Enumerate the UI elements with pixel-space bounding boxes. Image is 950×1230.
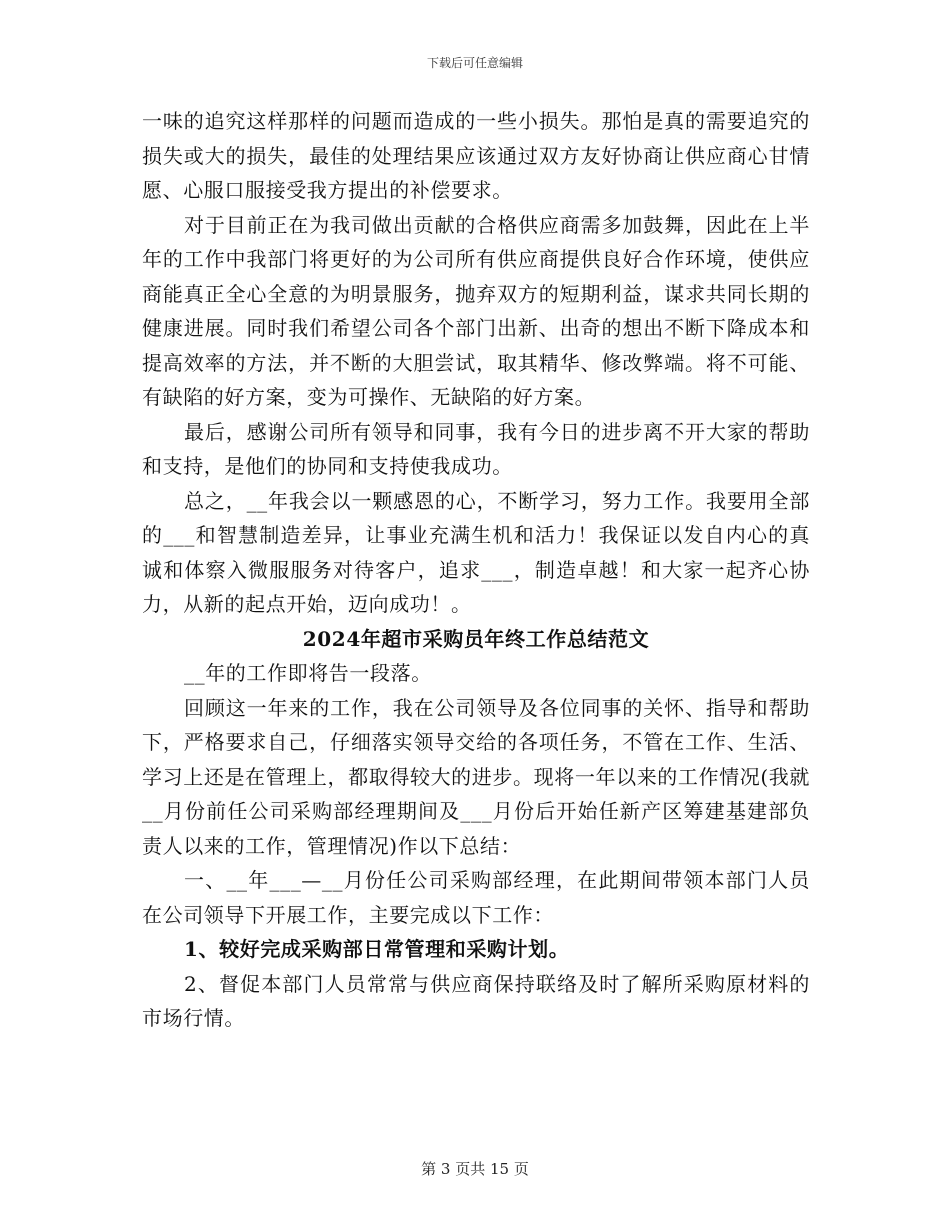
paragraph-item-2: 2、督促本部门人员常常与供应商保持联络及时了解所采购原材料的市场行情。	[142, 971, 810, 1030]
paragraph-supplier-encouragement: 对于目前正在为我司做出贡献的合格供应商需多加鼓舞，因此在上半年的工作中我部门将更好的为公司所有供应商提供良好合作环境，使供应商能真正全心全意的为明景服务，抛弃双方的短期利益，谋求共同长期的健康进展。同时我们希望公司各个部门出新、出奇的想出不断下降成本和提高效率的方法，并不断的大胆尝试，取其精华、修改弊端。将不可能、有缺陷的好方案，变为可操作、无缺陷的好方案。	[142, 212, 810, 409]
paragraph-thanks: 最后，感谢公司所有领导和同事，我有今日的进步离不开大家的帮助和支持，是他们的协同和支持使我成功。	[142, 419, 810, 478]
page-number: 第 3 页共 15 页	[421, 1160, 529, 1178]
section-title: 2024年超市采购员年终工作总结范文	[302, 626, 650, 651]
paragraph-item-1: 1、较好完成采购部日常管理和采购计划。	[184, 937, 570, 961]
paragraph-intro: __年的工作即将告一段落。	[184, 661, 432, 685]
paragraph-review: 回顾这一年来的工作，我在公司领导及各位同事的关怀、指导和帮助下，严格要求自己，仔细落实领导交给的各项任务，不管在工作、生活、学习上还是在管理上，都取得较大的进步。现将一年以来的工作情况(我就__月份前任公司采购部经理期间及___月份后开始任新产区筹建基建部负责人以来的工作，管理情况)作以下总结：	[142, 695, 810, 858]
paragraph-continuation: 一味的追究这样那样的问题而造成的一些小损失。那怕是真的需要追究的损失或大的损失，最佳的处理结果应该通过双方友好协商让供应商心甘情愿、心服口服接受我方提出的补偿要求。	[142, 109, 810, 202]
page-header-note: 下载后可任意编辑	[426, 56, 523, 70]
document-body	[142, 104, 810, 1036]
paragraph-conclusion: 总之，__年我会以一颗感恩的心，不断学习，努力工作。我要用全部的___和智慧制造差异，让事业充满生机和活力！我保证以发自内心的真诚和体察入微服服务对待客户，追求___，制造卓越！和大家一起齐心协力，从新的起点开始，迈向成功！。	[142, 488, 810, 616]
paragraph-section-one: 一、__年___—__月份任公司采购部经理，在此期间带领本部门人员在公司领导下开展工作，主要完成以下工作：	[142, 868, 810, 927]
